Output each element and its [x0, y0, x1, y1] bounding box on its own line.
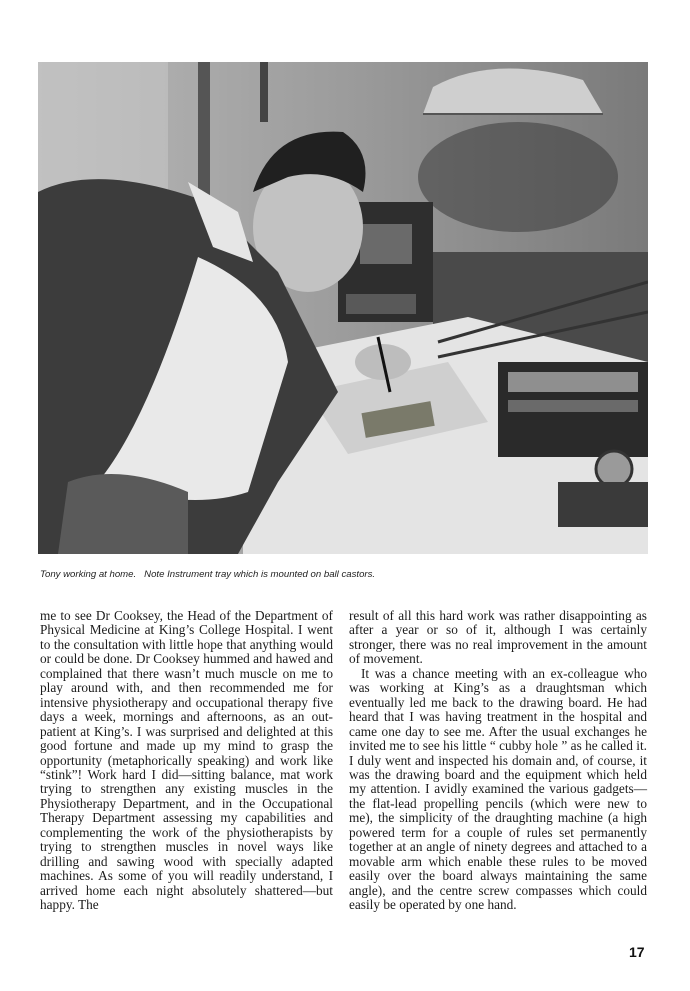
caption-main: Tony working at home.: [40, 569, 137, 580]
paragraph: result of all this hard work was rather disappointing as after a year or so of it, although I was certainly stronger, there was no real improvement in the amount of movement.: [349, 608, 647, 667]
text-column-left: [40, 609, 333, 913]
photograph: [38, 62, 648, 554]
page-number: 17: [629, 944, 645, 960]
text-column-right: [349, 609, 647, 913]
paragraph: me to see Dr Cooksey, the Head of the Department of Physical Medicine at King’s College Hospital. I went to the consultation with little hope that anything would or could be done. Dr Cooksey hummed and hawed and complained that there wasn’t much muscle on me to play around with, and then recommended me for intensive physiotherapy and occupational therapy five days a week, mornings and afternoons, as an out-patient at King’s. I was surprised and delighted at this good fortune and made up my mind to grasp the opportunity (metaphorically speaking) and work like “stink”! Work hard I did—sitting balance, mat work trying to strengthen any existing muscles in the Physiotherapy Department, and in the Occupational Therapy Department assessing my capabilities and complementing the work of the physiotherapists by trying to strengthen muscles in novel ways like drilling and sawing wood with specially adapted machines. As some of you will readily understand, I arrived home each night absolutely shattered—but happy. The: [40, 608, 333, 913]
paragraph: It was a chance meeting with an ex-colleague who was working at King’s as a draughtsman which eventually led me back to the drawing board. He had heard that I was having treatment in the hospital and came one day to see me. After the usual exchanges he invited me to see his little “ cubby hole ” as he called it. I duly went and inspected his domain and, of course, it was the drawing board and the equipment which held my attention. I avidly examined the various gadgets—the flat-lead propelling pencils (which were new to me), the simplicity of the draughting machine (a high powered term for a couple of rules set permanently together at an angle of ninety degrees and attached to a movable arm which enable these rules to be moved easily over the board always maintaining the same angle), and the centre screw compasses which could easily be operated by one hand.: [349, 665, 647, 913]
photo-illustration: [38, 62, 648, 554]
caption-note: Note Instrument tray which is mounted on ball castors.: [144, 569, 376, 580]
photo-caption: [40, 569, 650, 580]
